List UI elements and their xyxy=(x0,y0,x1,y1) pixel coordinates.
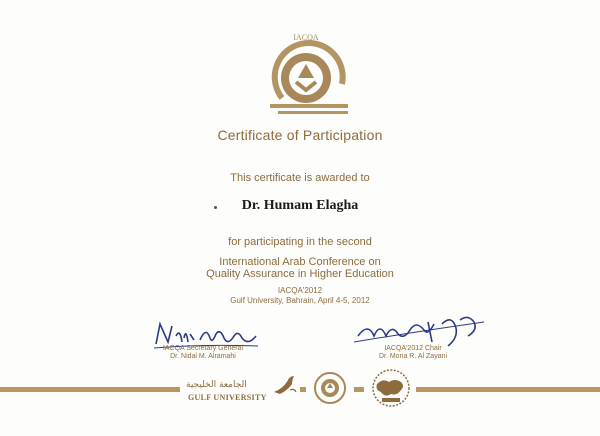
iacqa-logo xyxy=(262,28,354,120)
participating-text: for participating in the second xyxy=(228,236,372,248)
conference-venue: Gulf University, Bahrain, April 4-5, 2012 xyxy=(230,296,370,305)
arab-map-emblem xyxy=(368,368,414,408)
certificate-title: Certificate of Participation xyxy=(217,127,383,143)
signature-right-name: Dr. Mona R. Al Zayani xyxy=(378,353,448,360)
footer-band xyxy=(0,387,600,392)
signature-left-caption xyxy=(118,345,288,361)
conference-acronym: IACQA'2012 xyxy=(277,286,323,295)
gulf-university-arabic: الجامعة الخليجية xyxy=(186,380,247,390)
conference-line-1: International Arab Conference on xyxy=(219,256,381,268)
conference-line-2: Quality Assurance in Higher Education xyxy=(206,268,394,280)
gulf-university-bird-icon xyxy=(272,374,298,396)
iacqa-footer-logo xyxy=(312,370,348,406)
gulf-university-name: GULF UNIVERSITY xyxy=(188,393,267,402)
signature-left-name: Dr. Nidal M. Alramahi xyxy=(170,353,236,360)
awarded-text: This certificate is awarded to xyxy=(230,172,370,184)
logo-text: IACQA xyxy=(293,33,319,42)
signature-left-role: IACQA Secretary General xyxy=(162,345,244,352)
signature-right-role: IACQA'2012 Chair xyxy=(384,345,442,352)
recipient-name: Dr. Humam Elagha xyxy=(241,198,359,213)
signature-right-caption xyxy=(328,345,498,361)
